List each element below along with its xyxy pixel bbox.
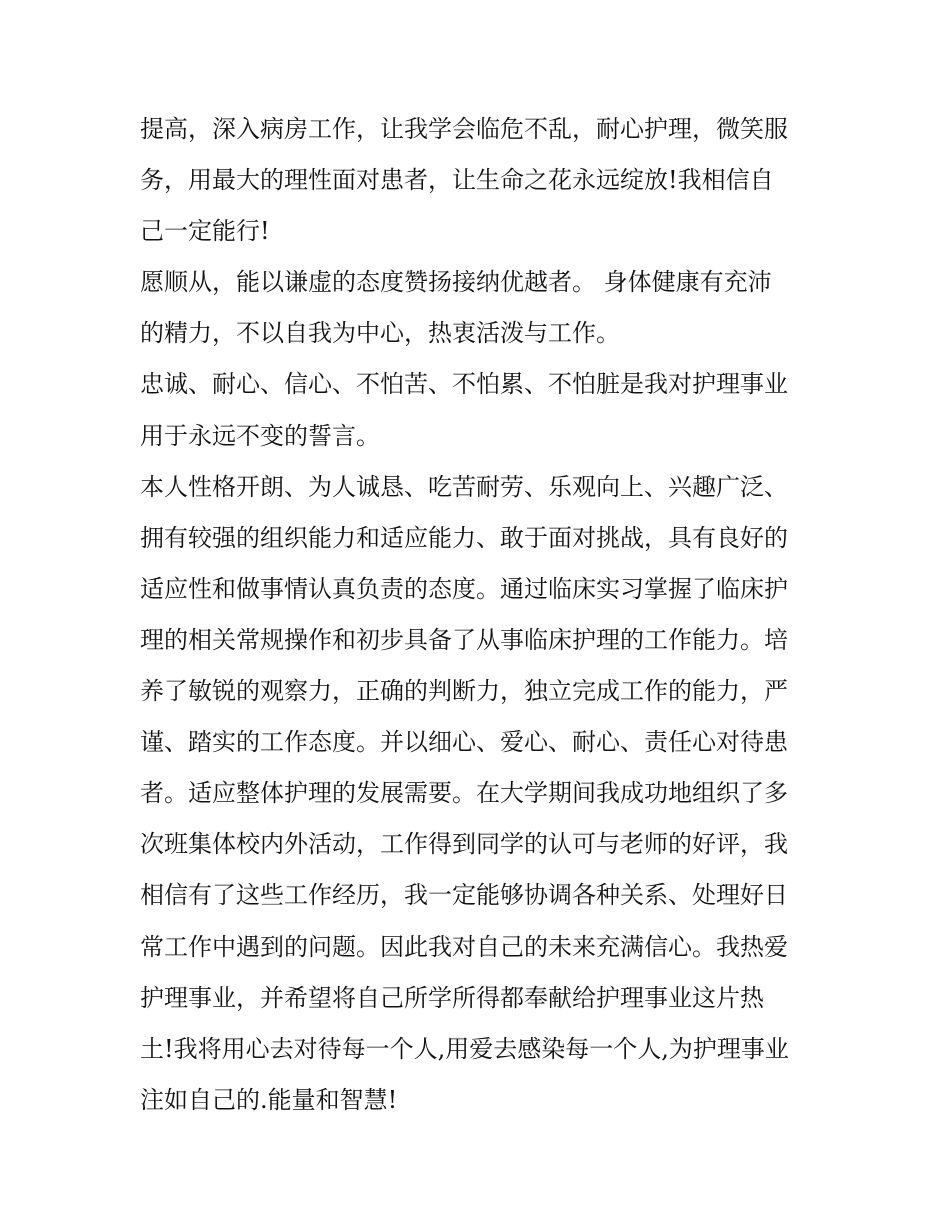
text-line: 愿顺从，能以谦虚的态度赞扬接纳优越者。 身体健康有充沛: [140, 268, 772, 297]
text-line: 土!我将用心去对待每一个人,用爱去感染每一个人,为护理事业: [140, 1034, 789, 1063]
text-line: 提高，深入病房工作，让我学会临危不乱，耐心护理，微笑服: [140, 115, 788, 143]
text-line: 务，用最大的理性面对患者，让生命之花永远绽放!我相信自: [140, 166, 774, 195]
text-line: 次班集体校内外活动，工作得到同学的认可与老师的好评，我: [140, 830, 788, 859]
text-line: 用于永远不变的誓言。: [140, 421, 380, 450]
text-line: 本人性格开朗、为人诚恳、吃苦耐劳、乐观向上、兴趣广泛、: [140, 472, 788, 501]
body-text: [140, 104, 820, 1126]
text-line: 己一定能行!: [140, 217, 270, 246]
text-line: 忠诚、耐心、信心、不怕苦、不怕累、不怕脏是我对护理事业: [140, 370, 788, 399]
text-line: 护理事业，并希望将自己所学所得都奉献给护理事业这片热: [140, 983, 764, 1012]
text-line: 适应性和做事情认真负责的态度。通过临床实习掌握了临床护: [140, 574, 788, 603]
text-line: 谨、踏实的工作态度。并以细心、爱心、耐心、责任心对待患: [140, 728, 788, 757]
text-line: 常工作中遇到的问题。因此我对自己的未来充满信心。我热爱: [140, 932, 788, 961]
text-line: 理的相关常规操作和初步具备了从事临床护理的工作能力。培: [140, 625, 788, 654]
text-line: 者。适应整体护理的发展需要。在大学期间我成功地组织了多: [140, 779, 788, 808]
text-line: 注如自己的.能量和智慧!: [140, 1085, 398, 1114]
text-line: 养了敏锐的观察力，正确的判断力，独立完成工作的能力，严: [140, 677, 788, 706]
text-line: 的精力，不以自我为中心，热衷活泼与工作。: [140, 319, 620, 348]
text-line: 拥有较强的组织能力和适应能力、敢于面对挑战，具有良好的: [140, 523, 788, 552]
text-line: 相信有了这些工作经历，我一定能够协调各种关系、处理好日: [140, 881, 788, 910]
